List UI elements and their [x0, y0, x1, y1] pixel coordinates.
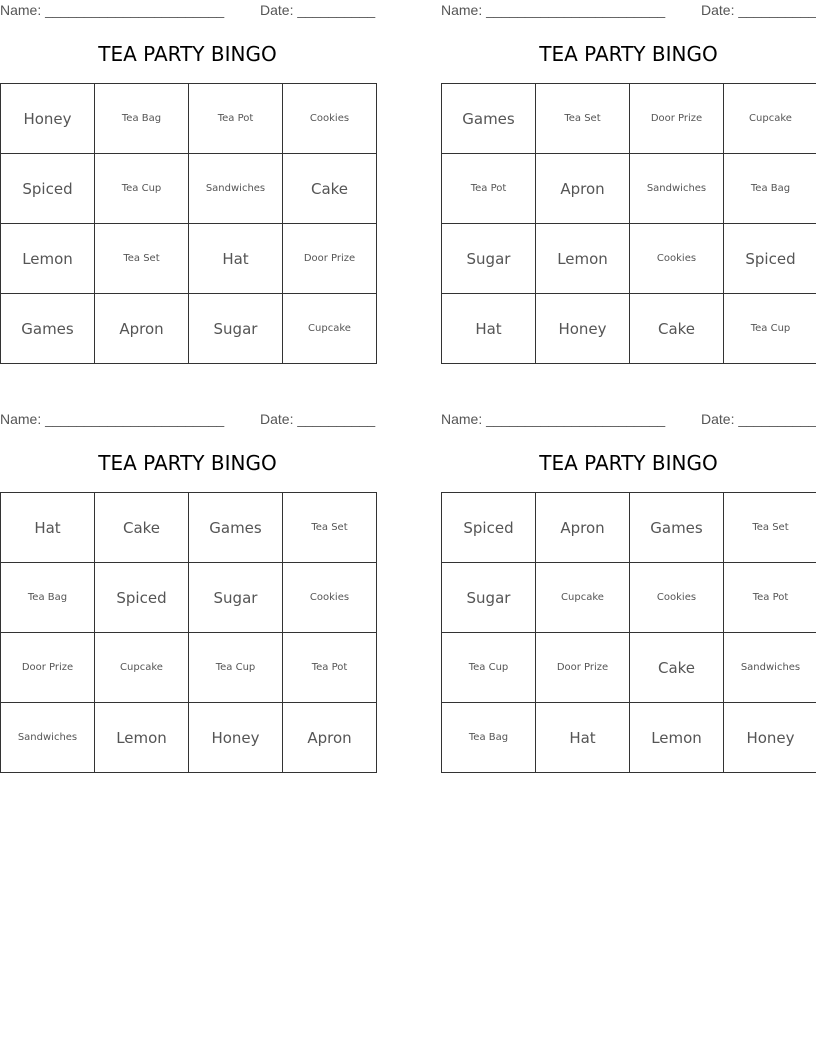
- grid-cell: Sugar: [442, 224, 536, 294]
- grid-cell: Lemon: [1, 224, 95, 294]
- date-field-label: Date: __________: [260, 2, 376, 18]
- grid-cell: Tea Cup: [724, 294, 816, 364]
- grid-row: [442, 563, 816, 633]
- grid-cell: Door Prize: [1, 633, 95, 703]
- grid-cell: Tea Bag: [442, 703, 536, 773]
- grid-row: [442, 633, 816, 703]
- grid-row: [1, 703, 377, 773]
- grid-row: [1, 493, 377, 563]
- grid-cell: Sugar: [442, 563, 536, 633]
- grid-cell: Hat: [536, 703, 630, 773]
- grid-cell: Sandwiches: [1, 703, 95, 773]
- grid-row: [1, 224, 377, 294]
- grid-cell: Cupcake: [724, 84, 816, 154]
- grid-cell: Tea Set: [95, 224, 189, 294]
- grid-cell: Spiced: [1, 154, 95, 224]
- grid-row: [442, 294, 816, 364]
- grid-cell: Honey: [724, 703, 816, 773]
- bingo-card-3: [0, 409, 375, 774]
- grid-cell: Tea Bag: [1, 563, 95, 633]
- grid-cell: Tea Bag: [95, 84, 189, 154]
- bingo-card-2: [441, 0, 816, 365]
- grid-cell: Sandwiches: [724, 633, 816, 703]
- grid-row: [442, 703, 816, 773]
- grid-cell: Spiced: [724, 224, 816, 294]
- grid-cell: Lemon: [95, 703, 189, 773]
- grid-cell: Door Prize: [283, 224, 377, 294]
- grid-cell: Apron: [283, 703, 377, 773]
- name-field-label: Name: _______________________: [0, 411, 225, 427]
- grid-cell: Sandwiches: [630, 154, 724, 224]
- grid-cell: Apron: [536, 154, 630, 224]
- date-field-label: Date: __________: [701, 411, 816, 427]
- grid-cell: Hat: [442, 294, 536, 364]
- grid-row: [442, 493, 816, 563]
- grid-cell: Tea Pot: [724, 563, 816, 633]
- card-title: TEA PARTY BINGO: [98, 42, 277, 66]
- grid-row: [1, 84, 377, 154]
- card-header-line: [441, 2, 816, 20]
- grid-cell: Honey: [1, 84, 95, 154]
- grid-row: [1, 294, 377, 364]
- grid-cell: Cupcake: [536, 563, 630, 633]
- name-field-label: Name: _______________________: [441, 2, 666, 18]
- grid-row: [442, 154, 816, 224]
- grid-cell: Spiced: [95, 563, 189, 633]
- card-header-line: [0, 2, 375, 20]
- grid-cell: Door Prize: [536, 633, 630, 703]
- grid-row: [442, 84, 816, 154]
- grid-cell: Tea Pot: [283, 633, 377, 703]
- grid-cell: Sugar: [189, 563, 283, 633]
- grid-cell: Honey: [189, 703, 283, 773]
- grid-cell: Cake: [95, 493, 189, 563]
- name-field-label: Name: _______________________: [0, 2, 225, 18]
- grid-cell: Door Prize: [630, 84, 724, 154]
- grid-cell: Games: [442, 84, 536, 154]
- grid-cell: Sugar: [189, 294, 283, 364]
- card-header-line: [0, 411, 375, 429]
- grid-cell: Spiced: [442, 493, 536, 563]
- grid-cell: Sandwiches: [189, 154, 283, 224]
- grid-cell: Lemon: [536, 224, 630, 294]
- grid-cell: Cake: [630, 633, 724, 703]
- grid-cell: Cookies: [283, 563, 377, 633]
- bingo-grid: [0, 83, 377, 364]
- bingo-grid: [441, 492, 816, 773]
- grid-cell: Tea Cup: [189, 633, 283, 703]
- grid-cell: Games: [630, 493, 724, 563]
- bingo-card-4: [441, 409, 816, 774]
- grid-cell: Cookies: [630, 563, 724, 633]
- card-header-line: [441, 411, 816, 429]
- grid-cell: Tea Pot: [442, 154, 536, 224]
- grid-cell: Cookies: [630, 224, 724, 294]
- grid-cell: Tea Set: [724, 493, 816, 563]
- card-title: TEA PARTY BINGO: [539, 42, 718, 66]
- grid-cell: Lemon: [630, 703, 724, 773]
- grid-cell: Apron: [536, 493, 630, 563]
- grid-cell: Cupcake: [95, 633, 189, 703]
- grid-cell: Cupcake: [283, 294, 377, 364]
- grid-cell: Tea Set: [283, 493, 377, 563]
- date-field-label: Date: __________: [260, 411, 376, 427]
- grid-cell: Hat: [1, 493, 95, 563]
- grid-cell: Games: [189, 493, 283, 563]
- bingo-card-1: [0, 0, 375, 365]
- grid-cell: Tea Pot: [189, 84, 283, 154]
- grid-cell: Hat: [189, 224, 283, 294]
- bingo-grid: [441, 83, 816, 364]
- grid-cell: Tea Bag: [724, 154, 816, 224]
- date-field-label: Date: __________: [701, 2, 816, 18]
- bingo-grid: [0, 492, 377, 773]
- name-field-label: Name: _______________________: [441, 411, 666, 427]
- grid-cell: Honey: [536, 294, 630, 364]
- grid-row: [1, 563, 377, 633]
- grid-cell: Cake: [630, 294, 724, 364]
- grid-row: [442, 224, 816, 294]
- grid-cell: Apron: [95, 294, 189, 364]
- card-title: TEA PARTY BINGO: [98, 451, 277, 475]
- grid-row: [1, 633, 377, 703]
- grid-cell: Cookies: [283, 84, 377, 154]
- grid-cell: Games: [1, 294, 95, 364]
- card-title: TEA PARTY BINGO: [539, 451, 718, 475]
- grid-cell: Tea Set: [536, 84, 630, 154]
- grid-row: [1, 154, 377, 224]
- grid-cell: Tea Cup: [95, 154, 189, 224]
- grid-cell: Tea Cup: [442, 633, 536, 703]
- grid-cell: Cake: [283, 154, 377, 224]
